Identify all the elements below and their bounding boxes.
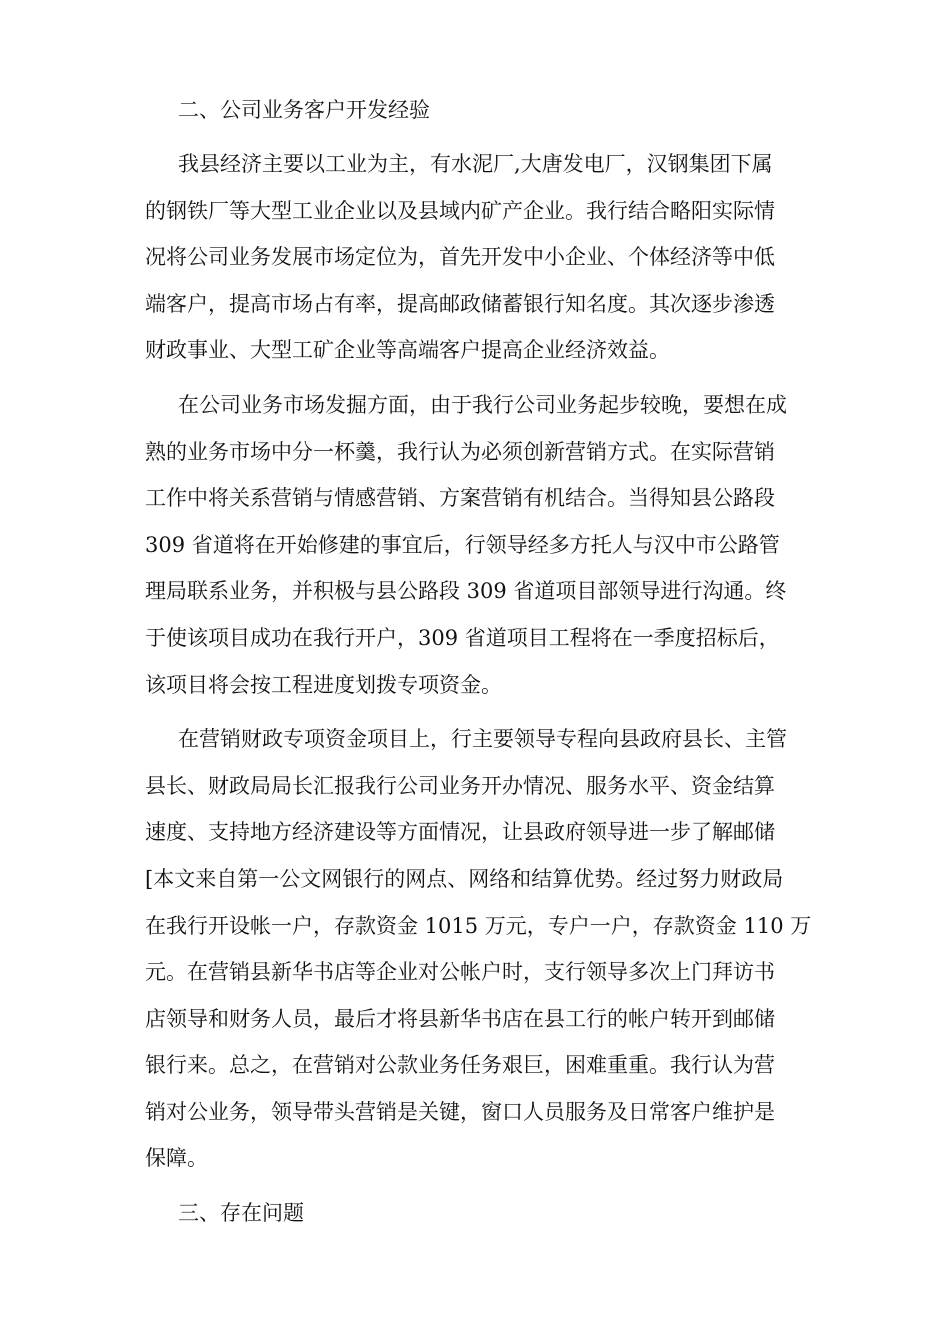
paragraph-3: [145, 716, 810, 1182]
paragraph-line: 银行来。总之，在营销对公款业务任务艰巨，困难重重。我行认为营: [145, 1053, 775, 1078]
paragraph-line: 在我行开设帐一户，存款资金 1015 万元，专户一户，存款资金 110 万: [145, 913, 812, 938]
paragraph-2: [145, 382, 810, 708]
paragraph-line: 况将公司业务发展市场定位为，首先开发中小企业、个体经济等中低: [145, 245, 775, 270]
section-heading-3: 三、存在问题: [178, 1201, 304, 1226]
document-body: [145, 87, 810, 1236]
paragraph-line: 元。在营销县新华书店等企业对公帐户时，支行领导多次上门拜访书: [145, 960, 775, 985]
paragraph-line: 熟的业务市场中分一杯羹，我行认为必须创新营销方式。在实际营销: [145, 439, 775, 464]
section-heading-2: 二、公司业务客户开发经验: [178, 98, 430, 122]
paragraph-line: 的钢铁厂等大型工业企业以及县域内矿产企业。我行结合略阳实际情: [145, 198, 775, 223]
paragraph-line: 我县经济主要以工业为主，有水泥厂,大唐发电厂，汉钢集团下属: [178, 152, 773, 176]
paragraph-line: 财政事业、大型工矿企业等高端客户提高企业经济效益。: [145, 338, 670, 363]
paragraph-line: 端客户，提高市场占有率，提高邮政储蓄银行知名度。其次逐步渗透: [145, 291, 775, 316]
paragraph-line: 在营销财政专项资金项目上，行主要领导专程向县政府县长、主管: [178, 727, 787, 752]
paragraph-line: 店领导和财务人员，最后才将县新华书店在县工行的帐户转开到邮储: [145, 1006, 775, 1031]
paragraph-line: 县长、财政局局长汇报我行公司业务开办情况、服务水平、资金结算: [145, 773, 775, 798]
paragraph-line: [本文来自第一公文网银行的网点、网络和结算优势。经过努力财政局: [145, 866, 784, 891]
paragraph-line: 工作中将关系营销与情感营销、方案营销有机结合。当得知县公路段: [145, 486, 775, 511]
paragraph-line: 销对公业务，领导带头营销是关键，窗口人员服务及日常客户维护是: [145, 1099, 775, 1124]
paragraph-line: 309 省道将在开始修建的事宜后，行领导经多方托人与汉中市公路管: [145, 532, 780, 557]
paragraph-1: [145, 141, 810, 374]
paragraph-line: 该项目将会按工程进度划拨专项资金。: [145, 672, 502, 697]
paragraph-line: 保障。: [145, 1146, 208, 1171]
paragraph-line: 在公司业务市场发掘方面，由于我行公司业务起步较晚，要想在成: [178, 392, 787, 417]
paragraph-line: 速度、支持地方经济建设等方面情况，让县政府领导进一步了解邮储: [145, 820, 775, 845]
paragraph-line: 理局联系业务，并积极与县公路段 309 省道项目部领导进行沟通。终: [145, 579, 787, 604]
paragraph-line: 于使该项目成功在我行开户，309 省道项目工程将在一季度招标后，: [145, 625, 780, 650]
